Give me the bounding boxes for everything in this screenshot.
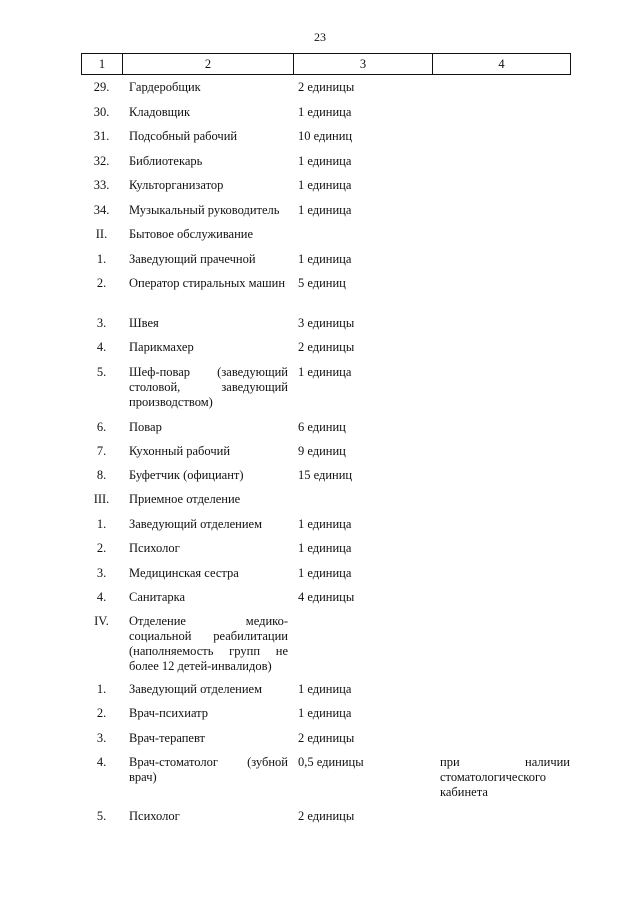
row-number: 31. (93, 129, 110, 143)
row-number: 5. (96, 365, 107, 379)
section-title: Приемное отделение (129, 492, 241, 506)
row-note (432, 614, 570, 674)
position-name: Парикмахер (129, 340, 194, 354)
row-number: 4. (96, 755, 107, 769)
row-number: 3. (96, 731, 107, 745)
table-row (81, 444, 570, 459)
staff-quantity: 6 единиц (298, 420, 346, 434)
position-name: Санитарка (129, 590, 186, 604)
row-note (432, 105, 570, 120)
position-name: Врач-стоматолог (зубной врач) (129, 755, 288, 784)
table-row (81, 566, 570, 581)
column-header-1: 1 (82, 54, 123, 75)
position-name: Культорганизатор (129, 178, 224, 192)
row-note (432, 178, 570, 193)
table-row (81, 80, 570, 95)
position-name: Подсобный рабочий (129, 129, 238, 143)
column-header-2: 2 (123, 54, 294, 75)
staff-quantity: 1 единица (298, 517, 352, 531)
position-name: Заведующий отделением (129, 517, 263, 531)
column-header-3: 3 (294, 54, 433, 75)
table-row (81, 129, 570, 144)
position-name: Кладовщик (129, 105, 191, 119)
column-header-table (81, 53, 571, 75)
staff-quantity: 2 единицы (298, 809, 355, 823)
table-row (81, 365, 570, 410)
position-name: Психолог (129, 541, 180, 555)
row-note (432, 444, 570, 459)
table-row (81, 517, 570, 532)
row-note (432, 706, 570, 721)
table-row (81, 316, 570, 331)
table-row (81, 420, 570, 435)
row-note (432, 252, 570, 267)
position-name: Шеф-повар (заведующий столовой, заведующий производством) (129, 365, 288, 409)
row-note (432, 227, 570, 242)
row-note (432, 276, 570, 291)
position-name: Библиотекарь (129, 154, 203, 168)
staff-quantity: 1 единица (298, 252, 352, 266)
section-number: III. (93, 492, 110, 506)
row-number: 5. (96, 809, 107, 823)
row-note (432, 492, 570, 507)
staff-quantity: 4 единицы (298, 590, 355, 604)
row-note (432, 154, 570, 169)
row-note (432, 129, 570, 144)
table-row (81, 731, 570, 746)
row-note (432, 541, 570, 556)
table-row (81, 154, 570, 169)
row-number: 2. (96, 541, 107, 555)
row-note (432, 590, 570, 605)
row-note (432, 420, 570, 435)
table-row (81, 105, 570, 120)
section-title: Отделение медико-социальной реабилитации (наполняемость групп не более 12 детей-инвалидов) (129, 614, 288, 673)
table-row (81, 590, 570, 605)
staff-quantity (293, 227, 432, 242)
staff-quantity: 9 единиц (298, 444, 346, 458)
staff-quantity: 1 единица (298, 154, 352, 168)
position-name: Кухонный рабочий (129, 444, 231, 458)
table-row (81, 252, 570, 267)
row-note (432, 517, 570, 532)
row-note (432, 809, 570, 824)
table-row (81, 203, 570, 218)
section-title: Бытовое обслуживание (129, 227, 254, 241)
row-number: 3. (96, 316, 107, 330)
staff-quantity: 5 единиц (298, 276, 346, 290)
row-note (432, 80, 570, 95)
row-number: 4. (96, 590, 107, 604)
section-row (81, 492, 570, 507)
table-row (81, 809, 570, 824)
row-number: 33. (93, 178, 110, 192)
table-row (81, 682, 570, 697)
row-note (432, 340, 570, 355)
row-number: 2. (96, 276, 107, 290)
row-number: 32. (93, 154, 110, 168)
row-number: 8. (96, 468, 107, 482)
position-name: Заведующий прачечной (129, 252, 256, 266)
position-name: Медицинская сестра (129, 566, 239, 580)
staff-quantity: 15 единиц (298, 468, 353, 482)
staff-quantity: 0,5 единицы (298, 755, 364, 769)
section-row (81, 614, 570, 674)
column-header-4: 4 (433, 54, 571, 75)
row-number: 30. (93, 105, 110, 119)
staff-quantity: 1 единица (298, 178, 352, 192)
staff-quantity (293, 614, 432, 674)
page-number: 23 (314, 30, 326, 44)
staff-quantity: 1 единица (298, 682, 352, 696)
row-number: 6. (96, 420, 107, 434)
row-number: 34. (93, 203, 110, 217)
section-number: IV. (94, 614, 109, 628)
row-number: 7. (96, 444, 107, 458)
staff-quantity (293, 492, 432, 507)
staff-quantity: 1 единица (298, 365, 352, 379)
row-note: при наличии стоматологического кабинета (440, 755, 570, 799)
table-row (81, 468, 570, 483)
position-name: Гардеробщик (129, 80, 201, 94)
row-number: 2. (96, 706, 107, 720)
position-name: Врач-терапевт (129, 731, 206, 745)
row-note (432, 566, 570, 581)
row-note (432, 316, 570, 331)
position-name: Музыкальный руководитель (129, 203, 280, 217)
staff-quantity: 1 единица (298, 541, 352, 555)
staff-quantity: 2 единицы (298, 80, 355, 94)
table-row (81, 755, 570, 800)
row-number: 1. (96, 682, 107, 696)
staff-quantity: 1 единица (298, 105, 352, 119)
staff-quantity: 1 единица (298, 203, 352, 217)
row-note (432, 682, 570, 697)
staff-quantity: 1 единица (298, 706, 352, 720)
row-number: 1. (96, 252, 107, 266)
position-name: Психолог (129, 809, 180, 823)
row-number: 3. (96, 566, 107, 580)
table-row (81, 276, 570, 291)
row-number: 29. (93, 80, 110, 94)
position-name: Врач-психиатр (129, 706, 209, 720)
position-name: Заведующий отделением (129, 682, 263, 696)
section-row (81, 227, 570, 242)
position-name: Швея (129, 316, 159, 330)
row-note (432, 203, 570, 218)
row-number: 1. (96, 517, 107, 531)
staff-quantity: 2 единицы (298, 340, 355, 354)
row-note (432, 468, 570, 483)
section-number: II. (95, 227, 108, 241)
staff-quantity: 1 единица (298, 566, 352, 580)
row-number: 4. (96, 340, 107, 354)
table-row (81, 178, 570, 193)
row-note (432, 365, 570, 410)
position-name: Повар (129, 420, 162, 434)
table-row (81, 541, 570, 556)
staff-quantity: 10 единиц (298, 129, 353, 143)
staff-quantity: 3 единицы (298, 316, 355, 330)
table-row (81, 706, 570, 721)
row-note (432, 731, 570, 746)
table-row (81, 340, 570, 355)
staff-quantity: 2 единицы (298, 731, 355, 745)
position-name: Буфетчик (официант) (129, 468, 244, 482)
position-name: Оператор стиральных машин (129, 276, 286, 290)
